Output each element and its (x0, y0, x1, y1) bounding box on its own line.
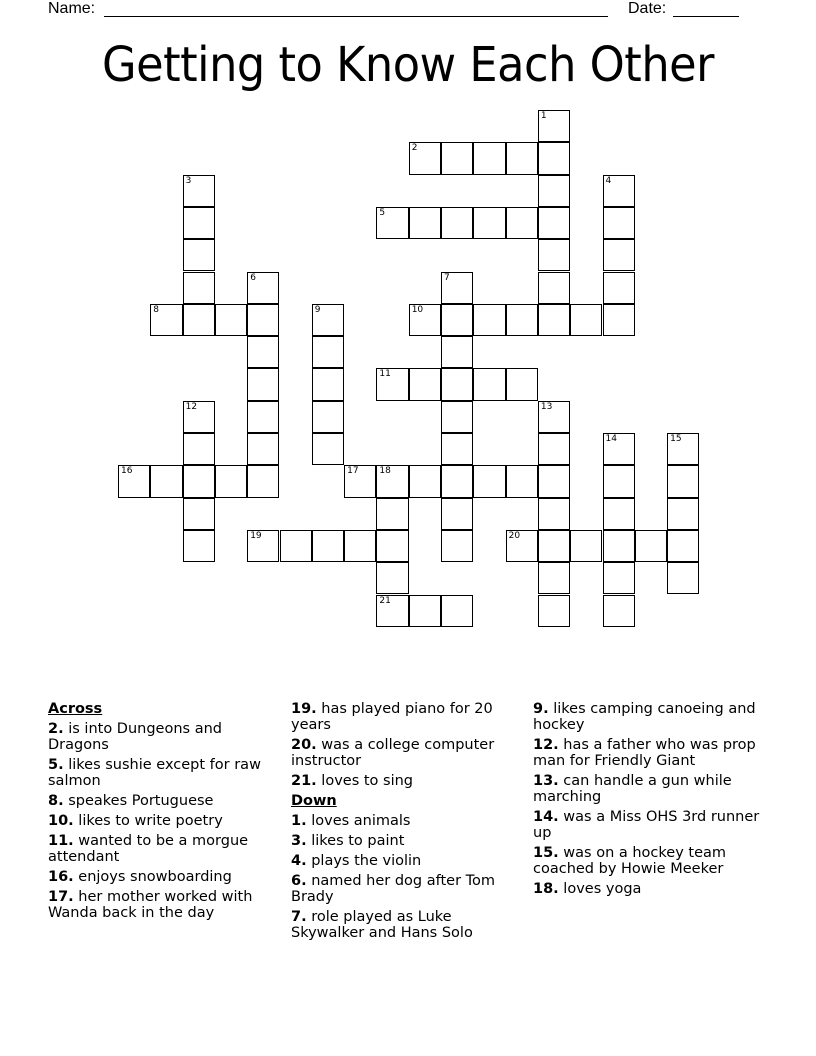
grid-cell[interactable] (409, 142, 441, 174)
grid-cell[interactable] (409, 207, 441, 239)
clue-down: 18. loves yoga (533, 881, 642, 897)
grid-cell[interactable] (183, 433, 215, 465)
clue-down: 13. can handle a gun while marching (533, 773, 732, 805)
grid-cell[interactable] (538, 595, 570, 627)
clue-down: 15. was on a hockey team coached by Howie Meeker (533, 845, 727, 877)
grid-cell[interactable] (376, 595, 408, 627)
grid-cell[interactable] (247, 272, 279, 304)
grid-cell[interactable] (247, 401, 279, 433)
grid-cell[interactable] (473, 368, 505, 400)
grid-cell[interactable] (183, 465, 215, 497)
cell-number: 20 (508, 530, 521, 541)
grid-cell[interactable] (441, 595, 473, 627)
grid-cell[interactable] (667, 562, 699, 594)
grid-cell[interactable] (215, 304, 247, 336)
cell-number: 5 (379, 207, 386, 218)
grid-cell[interactable] (473, 142, 505, 174)
grid-cell[interactable] (280, 530, 312, 562)
grid-cell[interactable] (409, 304, 441, 336)
grid-cell[interactable] (247, 433, 279, 465)
grid-cell[interactable] (667, 465, 699, 497)
cell-number: 7 (444, 272, 450, 283)
cell-number: 18 (379, 466, 391, 477)
clues-column-1 (48, 701, 280, 925)
grid-cell[interactable] (538, 207, 570, 239)
grid-cell[interactable] (441, 368, 473, 400)
across-heading: Across (48, 701, 103, 717)
grid-cell[interactable] (538, 498, 570, 530)
clues-column-3 (533, 701, 773, 901)
cell-number: 19 (250, 530, 262, 541)
clue-down: 7. role played as Luke Skywalker and Hans Solo (291, 909, 473, 941)
grid-cell[interactable] (183, 304, 215, 336)
clue-across: 11. wanted to be a morgue attendant (48, 833, 249, 865)
clue-down: 9. likes camping canoeing and hockey (533, 701, 756, 733)
cell-number: 14 (605, 434, 617, 444)
grid-cell[interactable] (118, 465, 150, 497)
grid-cell[interactable] (473, 465, 505, 497)
grid-cell[interactable] (538, 110, 570, 142)
grid-cell[interactable] (603, 272, 635, 304)
clue-down: 1. loves animals (291, 813, 411, 829)
clue-across: 8. speakes Portuguese (48, 793, 214, 809)
cell-number: 6 (250, 272, 256, 283)
grid-cell[interactable] (441, 304, 473, 336)
grid-cell[interactable] (538, 530, 570, 562)
grid-cell[interactable] (603, 530, 635, 562)
grid-cell[interactable] (441, 207, 473, 239)
grid-cell[interactable] (409, 595, 441, 627)
grid-cell[interactable] (441, 142, 473, 174)
grid-cell[interactable] (441, 401, 473, 433)
grid-cell[interactable] (183, 175, 215, 207)
cell-number: 3 (185, 175, 192, 186)
grid-cell[interactable] (247, 368, 279, 400)
clue-down: 12. has a father who was prop man for Friendly Giant (533, 737, 756, 769)
grid-cell[interactable] (150, 465, 182, 497)
grid-cell[interactable] (570, 304, 602, 336)
grid-cell[interactable] (506, 368, 538, 400)
cell-number: 16 (121, 466, 133, 477)
grid-cell[interactable] (506, 142, 538, 174)
cell-number: 15 (670, 434, 682, 444)
grid-cell[interactable] (441, 465, 473, 497)
grid-cell[interactable] (603, 465, 635, 497)
grid-cell[interactable] (183, 530, 215, 562)
clue-across: 17. her mother worked with Wanda back in the day (48, 889, 253, 921)
grid-cell[interactable] (183, 401, 215, 433)
clue-across: 20. was a college computer instructor (291, 737, 495, 769)
grid-cell[interactable] (344, 530, 376, 562)
grid-cell[interactable] (441, 530, 473, 562)
grid-cell[interactable] (312, 433, 344, 465)
grid-cell[interactable] (603, 498, 635, 530)
clues-column-2 (291, 701, 523, 945)
clue-across: 19. has played piano for 20 years (291, 701, 493, 733)
grid-cell[interactable] (247, 530, 279, 562)
cell-number: 17 (347, 466, 359, 477)
grid-cell[interactable] (667, 530, 699, 562)
grid-cell[interactable] (312, 304, 344, 336)
grid-cell[interactable] (538, 142, 570, 174)
cell-number: 21 (379, 595, 391, 606)
grid-cell[interactable] (376, 368, 408, 400)
grid-cell[interactable] (183, 207, 215, 239)
clue-down: 4. plays the violin (291, 853, 422, 869)
clue-across: 2. is into Dungeons and Dragons (48, 721, 222, 753)
cell-number: 11 (379, 369, 391, 380)
grid-cell[interactable] (409, 368, 441, 400)
grid-cell[interactable] (344, 465, 376, 497)
name-label: Name: (48, 0, 96, 17)
grid-cell[interactable] (441, 336, 473, 368)
grid-cell[interactable] (183, 498, 215, 530)
grid-cell[interactable] (376, 498, 408, 530)
cell-number: 1 (540, 111, 547, 121)
clue-down: 14. was a Miss OHS 3rd runner up (533, 809, 760, 841)
cell-number: 9 (314, 304, 321, 315)
grid-cell[interactable] (667, 498, 699, 530)
grid-cell[interactable] (247, 304, 279, 336)
grid-cell[interactable] (538, 401, 570, 433)
clue-down: 6. named her dog after Tom Brady (291, 873, 496, 905)
grid-cell[interactable] (312, 368, 344, 400)
grid-cell[interactable] (538, 175, 570, 207)
grid-cell[interactable] (603, 175, 635, 207)
clue-across: 10. likes to write poetry (48, 813, 223, 829)
grid-cell[interactable] (506, 465, 538, 497)
grid-cell[interactable] (473, 207, 505, 239)
grid-cell[interactable] (441, 498, 473, 530)
grid-cell[interactable] (312, 336, 344, 368)
clue-across: 5. likes sushie except for raw salmon (48, 757, 261, 789)
grid-cell[interactable] (506, 304, 538, 336)
grid-cell[interactable] (506, 207, 538, 239)
clue-down: 3. likes to paint (291, 833, 405, 849)
grid-cell[interactable] (247, 336, 279, 368)
grid-cell[interactable] (538, 239, 570, 271)
clue-across: 16. enjoys snowboarding (48, 869, 232, 885)
grid-cell[interactable] (376, 530, 408, 562)
cell-number: 12 (185, 401, 198, 412)
grid-cell[interactable] (538, 433, 570, 465)
grid-cell[interactable] (150, 304, 182, 336)
page-title: Getting to Know Each Other (101, 37, 715, 93)
grid-cell[interactable] (603, 562, 635, 594)
grid-cell[interactable] (538, 304, 570, 336)
cell-number: 2 (411, 143, 418, 154)
cell-number: 4 (605, 175, 612, 186)
grid-cell[interactable] (441, 433, 473, 465)
grid-cell[interactable] (312, 530, 344, 562)
grid-cell[interactable] (603, 595, 635, 627)
grid-cell[interactable] (667, 433, 699, 465)
grid-cell[interactable] (570, 530, 602, 562)
grid-cell[interactable] (603, 207, 635, 239)
grid-cell[interactable] (538, 562, 570, 594)
down-heading: Down (291, 793, 337, 809)
grid-cell[interactable] (635, 530, 667, 562)
grid-cell[interactable] (473, 304, 505, 336)
grid-cell[interactable] (409, 465, 441, 497)
grid-cell[interactable] (603, 239, 635, 271)
clue-across: 21. loves to sing (291, 773, 414, 789)
grid-cell[interactable] (538, 272, 570, 304)
grid-cell[interactable] (183, 239, 215, 271)
grid-cell[interactable] (183, 272, 215, 304)
grid-cell[interactable] (376, 207, 408, 239)
grid-cell[interactable] (603, 433, 635, 465)
grid-cell[interactable] (312, 401, 344, 433)
grid-cell[interactable] (376, 562, 408, 594)
grid-cell[interactable] (506, 530, 538, 562)
grid-cell[interactable] (376, 465, 408, 497)
date-label: Date: (628, 0, 667, 17)
grid-cell[interactable] (215, 465, 247, 497)
grid-cell[interactable] (603, 304, 635, 336)
cell-number: 13 (540, 401, 553, 412)
cell-number: 10 (411, 304, 424, 315)
grid-cell[interactable] (247, 465, 279, 497)
cell-number: 8 (153, 304, 160, 315)
grid-cell[interactable] (538, 465, 570, 497)
grid-cell[interactable] (441, 272, 473, 304)
